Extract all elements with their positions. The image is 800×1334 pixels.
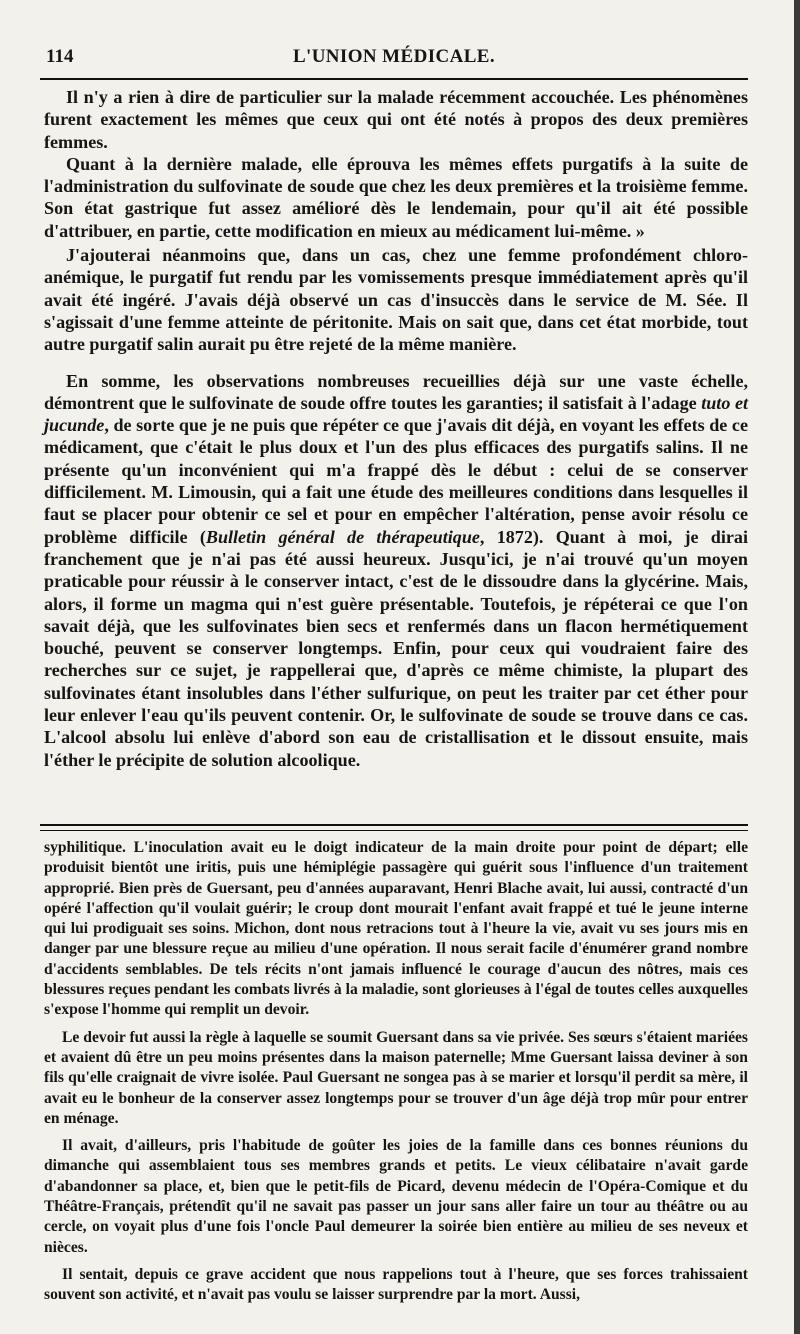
latin-phrase: tuto et jucunde	[44, 392, 749, 436]
paragraph-4-part-a: En somme, les observations nombreuses recueillies déjà sur une vaste échelle, démontrent que le sulfovinate de soude offre toutes les garanties; il satisfait à l'adage	[44, 370, 748, 413]
paragraph-2: Quant à la dernière malade, elle éprouva les mêmes effets purgatifs à la suite de l'administration du sulfovinate de soude que chez les deux premières et la troisième femme. Son état gastrique fut assez amélioré dès le lendemain, pour qu'il ait été possible d'attribuer, en partie, cette modification en mieux au médicament lui-même. »	[44, 153, 748, 241]
paragraph-4-part-b: , de sorte que je ne puis que répéter ce que j'avais dit déjà, en voyant les effets de ce médicament, que c'était le plus doux et l'un des plus efficaces des purgatifs salins. Il ne présente qu'un inconvénient qui m'a frappé dès le début : celui de se conserver difficilement. M. Limousin, qui a fait une étude des meilleures conditions dans lesquelles il faut se placer pour obtenir ce sel et pour en empêcher l'altération, pense avoir résolu ce problème difficile (	[44, 415, 748, 547]
lower-paragraph-2: Le devoir fut aussi la règle à laquelle se soumit Guersant dans sa vie privée. Ses sœurs s'étaient mariées et avaient dû être un peu moins présentes dans la maison paternelle; Mme Guersant laissa deviner à son fils qu'elle craignait de vivre isolée. Paul Guersant ne songea pas à se marier et lorsqu'il perdit sa mère, il avait eu le bonheur de la conserver assez longtemps pour se trouver d'un âge déjà trop mûr pour entrer en ménage.	[44, 1028, 748, 1127]
page-edge-shadow	[794, 0, 800, 1334]
page-header	[40, 46, 748, 76]
paragraph-4	[44, 370, 748, 771]
main-text	[44, 86, 748, 773]
paragraph-1: Il n'y a rien à dire de particulier sur la malade récemment accouchée. Les phénomènes furent exactement les mêmes que ceux qui ont été notés à propos des deux premières femmes.	[44, 87, 748, 152]
paragraph-4-part-c: , 1872). Quant à moi, je dirai franchement que je n'ai pas été aussi heureux. Jusqu'ici, je n'ai trouvé qu'un moyen praticable pour réussir à le conserver intact, c'est de le dissoudre dans la glycérine. Mais, alors, il forme un magma qui n'est guère présentable. Toutefois, je répéterai ce que l'on savait déjà, que les sulfovinates bien secs et renfermés dans un flacon hermétiquement bouché, peuvent se conserver longtemps. Enfin, pour ceux qui voudraient faire des recherches sur ce sujet, je rappellerai que, d'après ce même chimiste, la plupart des sulfovinates étant insolubles dans l'éther sulfurique, on peut les traiter par cet éther pour leur enlever l'eau qu'ils peuvent contenir. Or, le sulfovinate de soude se trouve dans ce cas. L'alcool absolu lui enlève d'abord son eau de cristallisation et le dissout ensuite, mais l'éther le précipite de solution alcoolique.	[44, 526, 749, 770]
lower-paragraph-4: Il sentait, depuis ce grave accident que nous rappelions tout à l'heure, que ses forces trahissaient souvent son activité, et n'avait pas voulu se laisser surprendre par la mort. Aussi,	[44, 1265, 748, 1304]
journal-title: Bulletin général de thérapeutique	[205, 526, 480, 547]
lower-paragraph-3: Il avait, d'ailleurs, pris l'habitude de goûter les joies de la famille dans ces bonnes réunions du dimanche qui assemblaient tous ses membres grands et petits. Le vieux célibataire n'avait garde d'abandonner sa place, et, bien que le petit-fils de Picard, devenu médecin de l'Opéra-Comique et du Théâtre-Français, prétendît qu'il ne savait pas passer un jour sans aller faire un tour au théâtre ou au cercle, on voyait plus d'une fois l'oncle Paul demeurer la soirée bien entière au milieu de ses neveux et nièces.	[44, 1137, 748, 1256]
lower-section-text	[44, 838, 748, 1313]
page-number: 114	[46, 46, 74, 67]
lower-paragraph-1: syphilitique. L'inoculation avait eu le doigt indicateur de la main droite pour point de départ; elle produisit bientôt une iritis, puis une hémiplégie passagère qui guérit sous l'influence d'un traitement approprié. Bien près de Guersant, peu d'années auparavant, Henri Blache avait, lui aussi, contracté d'un opéré l'affection qu'il voulait guérir; le croup dont mourait l'enfant avait frappé et tué le jeune interne qui lui prodiguait ses soins. Michon, dont nous retracions tout à l'heure la vie, avait vu ses jours mis en danger par une blessure reçue au milieu d'une opération. Il nous serait facile d'énumérer grand nombre d'accidents semblables. De tels récits n'ont jamais influencé le courage d'aucun des nôtres, mais ces blessures reçues pendant les combats livrés à la maladie, sont glorieuses à l'égal de toutes celles auxquelles s'expose l'homme qui remplit un devoir.	[44, 839, 748, 1019]
running-title: L'UNION MÉDICALE.	[292, 46, 496, 67]
paragraph-3: J'ajouterai néanmoins que, dans un cas, chez une femme profondément chloro-anémique, le purgatif fut rendu par les vomissements presque immédiatement après qu'il avait été ingéré. J'avais déjà observé un cas d'insuccès dans le service de M. Sée. Il s'agissait d'une femme atteinte de péritonite. Mais on sait que, dans cet état morbide, tout autre purgatif salin aurait pu être rejeté de la même manière.	[44, 245, 748, 355]
section-divider	[40, 824, 748, 831]
header-rule	[40, 78, 748, 80]
